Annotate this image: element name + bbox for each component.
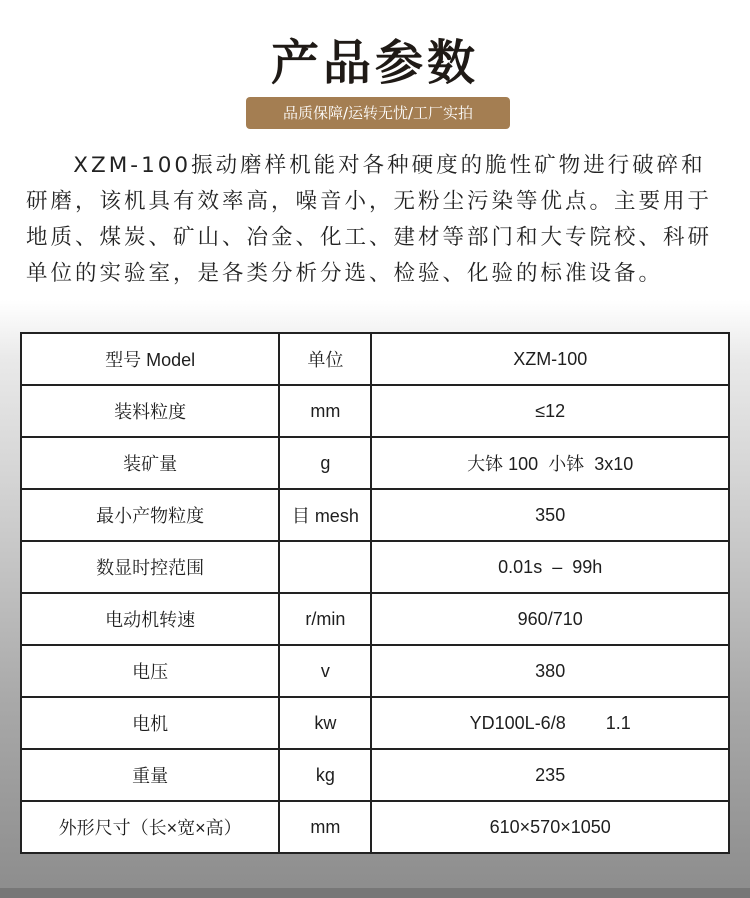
page-title: 产品参数 [270, 35, 479, 91]
value-cell: ≤12 [371, 385, 729, 437]
value-cell: YD100L-6/8 1.1 [371, 697, 729, 749]
param-name-cell: 电压 [21, 645, 279, 697]
param-name-cell: 装矿量 [21, 437, 279, 489]
table-row [21, 801, 729, 853]
value-cell: 0.01s – 99h [371, 541, 729, 593]
unit-cell: g [279, 437, 371, 489]
unit-cell: kg [279, 749, 371, 801]
quality-badge: 品质保障/运转无忧/工厂实拍 [246, 97, 510, 129]
table-row [21, 593, 729, 645]
unit-cell: r/min [279, 593, 371, 645]
table-row [21, 749, 729, 801]
intro-paragraph: XZM-100振动磨样机能对各种硬度的脆性矿物进行破碎和研磨，该机具有效率高，噪音小，无粉尘污染等优点。主要用于地质、煤炭、矿山、冶金、化工、建材等部门和大专院校、科研单位的实验室，是各类分析分选、检验、化验的标准设备。 [26, 153, 713, 286]
table-row [21, 333, 729, 385]
value-cell: 大钵 100 小钵 3x10 [371, 437, 729, 489]
unit-cell: mm [279, 801, 371, 853]
param-name-cell: 电机 [21, 697, 279, 749]
value-cell: 350 [371, 489, 729, 541]
table-row [21, 697, 729, 749]
unit-cell: 单位 [279, 333, 371, 385]
table-row [21, 541, 729, 593]
param-name-cell: 装料粒度 [21, 385, 279, 437]
param-name-cell: 电动机转速 [21, 593, 279, 645]
table-row [21, 645, 729, 697]
unit-cell: mm [279, 385, 371, 437]
value-cell: 380 [371, 645, 729, 697]
unit-cell [279, 541, 371, 593]
table-row [21, 437, 729, 489]
param-name-cell: 型号 Model [21, 333, 279, 385]
value-cell: XZM-100 [371, 333, 729, 385]
unit-cell: v [279, 645, 371, 697]
unit-cell: 目 mesh [279, 489, 371, 541]
table-row [21, 489, 729, 541]
value-cell: 960/710 [371, 593, 729, 645]
param-name-cell: 最小产物粒度 [21, 489, 279, 541]
value-cell: 610×570×1050 [371, 801, 729, 853]
table-row [21, 385, 729, 437]
bottom-edge [0, 888, 750, 898]
spec-table [20, 332, 730, 854]
unit-cell: kw [279, 697, 371, 749]
value-cell: 235 [371, 749, 729, 801]
param-name-cell: 数显时控范围 [21, 541, 279, 593]
param-name-cell: 外形尺寸（长×宽×高） [21, 801, 279, 853]
param-name-cell: 重量 [21, 749, 279, 801]
